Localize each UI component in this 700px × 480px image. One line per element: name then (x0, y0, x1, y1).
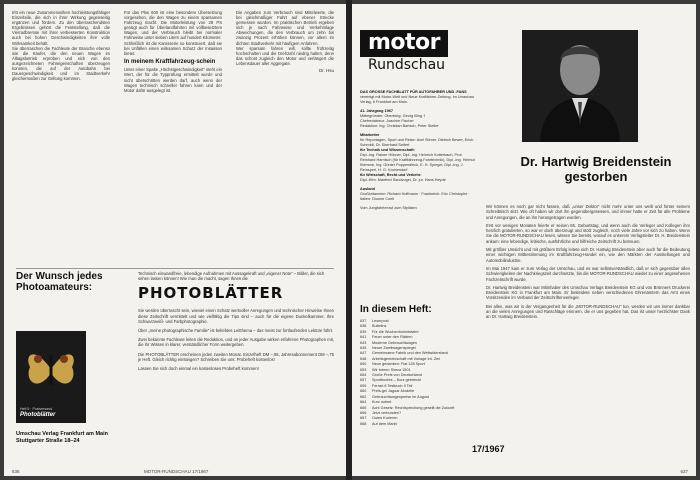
toc-page-number: 665 (360, 405, 367, 410)
imprint-line: Großbritannien: Richard Hoffmann · Frankreich: Eric Christophe · Italien: Dionne Conti (360, 192, 470, 201)
publisher-address: Umschau Verlag Frankfurt am Main Stuttgarter Straße 18–24 (16, 431, 108, 444)
cover-logo: Photoblätter (20, 412, 56, 418)
ad-paragraph: Die PHOTOBLÄTTER erscheinen jeden zweiten Monat. Einzelheft DM –,95, Jahresabonnement DM –,75 je Heft. Gleich richtig einsteigen? Schreiben Sie uns: Probeheft kostenlos! (138, 351, 334, 362)
butterfly-icon (24, 341, 78, 397)
imprint-line: vereinigt mit Motor-Welt und Neue Kraftfahrer-Zeitung. Im Umschau Verlag, 6 Frankfurt am Main. (360, 95, 474, 104)
toc-page-number: 667 (360, 416, 367, 421)
masthead-motor: motor (360, 30, 448, 57)
toc-title: Preis-gel Jaguar-Modelle (372, 389, 415, 394)
toc-title: Moderne Gebrauchtwagen (372, 340, 417, 345)
toc-page-number: 650 (360, 362, 367, 367)
table-of-contents (360, 304, 478, 427)
toc-page-number: 637 (360, 319, 367, 323)
column-paragraph: Unter einer Spalte „Höchstgeschwindigkeit“ steht ein Wert, der für die Typprüfung ermittelt wurde und nicht überschritten werden darf, auch wenn der Wagen technisch schneller fahren kann und der Motor dafür ausgelegt ist. (124, 67, 222, 93)
imprint-block (360, 90, 478, 211)
cover-issue-text: Heft 5 · Postversand (20, 407, 52, 411)
column-paragraph: tritt ein neue Zusammenwirken hochleistungsfähiger Einzelteile, die sich in ihrer Wirkung gegenseitig ergänzen und fördern. Zu den überraschendsten Ergebnissen gehört die Feststellung, daß die Vierradbremse mit ihrer verbesserten Konstruktion auch bei hohen Geschwindigkeiten ihre volle Wirksamkeit behält. (12, 10, 110, 46)
obituary-headline: Dr. Hartwig Breidenstein gestorben (520, 154, 672, 184)
page-number-right: 637 (680, 469, 688, 474)
magazine-cover-image (16, 331, 86, 423)
ad-paragraph: Lassen Sie sich doch einmal ein kostenloses Probeheft kommen! (138, 366, 259, 372)
obituary-paragraph: Erst vor wenigen Monaten feierte er seinen 65. Geburtstag, und wenn auch die Verleger und Kollegen ihm herzlich gratulierten, so war er doch überzeugt und stolz zugleich, noch viele Jahre vor sich zu haben. Wenn Sie die MOTOR-RUNDSCHAU lesen, wissen Sie bereits, worauf es unserem Verlagsleiter Dr. H. Breidenstein ankam: eine lebendige, kritische, ausführliche und hilfreiche Zeitschrift zu betreuen. (486, 222, 690, 244)
page-number-left: 636 (12, 469, 20, 474)
obituary-paragraph: Im Mai 1947 kam er zum Verlag der Umschau, und es war selbstverständlich, daß er sich gegenüber allen Schwierigkeiten der Nachkriegszeit durchsetzte, bis die MOTOR-RUNDSCHAU wieder zu einer angesehenen Fachzeitschrift wurde. (486, 265, 690, 282)
toc-page-number: 662 (360, 394, 367, 399)
toc-page-number: 660 (360, 389, 367, 394)
column-paragraph: Sie überraschen die Fachleute der Branche ebenso wie die Käufer, die den neuen Wagen im Alltagsbetrieb erproben und sich von den ausgezeichneten Fahreigenschaften überzeugen konnten, die auf der Autobahn bei Dauergeschwindigkeit und im Stadtverkehr gleichermaßen zur Geltung kommen. (12, 45, 110, 82)
toc-title: Gemeinsame Fabrik und den Weltwiderstand (372, 351, 448, 356)
obituary-paragraph: Bei allen, was wir in der Vergangenheit für die „MOTOR-RUNDSCHAU“ tun, werden wir uns immer dankbar an die vielen Anregungen und Ratschläge erinnern, die er uns gegeben hat. Das ist unser herzlichster Dank an Dr. Hartwig Breidenstein. (486, 303, 690, 320)
toc-page-number: 645 (360, 346, 367, 351)
toc-title: Gebrauchtwagenpreise im August (372, 394, 429, 399)
toc-page-number: 664 (360, 400, 367, 405)
toc-page-number: 668 (360, 421, 367, 426)
imprint-line: Dipl.-Ing. Rainer Hübner, Dipl.-Ing. Heinrich Kotterbach, Prof. Reinhard Harnisch (für Kraftfahrzeug-Fahrtechnik), Dipl.-Ing. Helmut Klemme, Ing. Günter Poppendieck, E. H. Spiegel, Dipl.-Ing. J. Reinsperl, H. G. Kochendorf (360, 153, 475, 172)
column-paragraph: Die Angaben zum Verbrauch sind Mittelwerte, die bei gleichmäßiger Fahrt auf ebener Strecke gemessen wurden. Im praktischen Betrieb ergeben sich je nach Fahrweise und Verkehrslage Abweichungen, die den Verbrauch um zehn bis zwanzig Prozent erhöhen können, vor allem im dichten Stadtverkehr mit häufigem Anfahren. (236, 10, 334, 46)
toc-page-number: 648 (360, 356, 367, 361)
toc-title: Neuer Zweitwagenspiegel (372, 346, 416, 351)
toc-page-number: 657 (360, 378, 367, 383)
photobaetter-advertisement (16, 268, 334, 467)
toc-title: Feuer unter den Rädern (372, 335, 413, 340)
column-paragraph: Schließlich ist die Karosserie so konstruiert, daß sie bei Unfällen einen wirksamen Schutz der Insassen bietet. (124, 40, 222, 56)
toc-title: Große Preis von Deutschland (372, 373, 422, 378)
imprint-line: Mitarbeiter (360, 133, 380, 137)
toc-page-number: 654 (360, 373, 367, 378)
toc-page-number: 666 (360, 410, 367, 415)
obituary-paragraph: Dr. Hartwig Breidenstein war Mitinhaber des Umschau Verlags Breidenstein KG und von Brönners Druckerei Breidenstein KG in Frankfurt am Main. Er bekleidete neben verschiedenen Ehrenämtern das Amt eines Vorsitzenden im Verband der Zeitschriftenverleger. (486, 284, 690, 301)
obituary-text (486, 204, 690, 323)
toc-title: Acht Gesetz: Rechtsprechung gesellt die Zukunft (372, 405, 455, 410)
toc-title: Wir fuhren Simca 1501 (372, 367, 411, 372)
toc-title: Ferrari-fi Testbuch II Teil (372, 383, 413, 388)
imprint-line: für Reportagen, Sport und Reise: Axel Stirner, Dietrich Bewer, Erich Schmidt, Dr. Eberhard Seifert (360, 138, 474, 147)
toc-title: Auf dem Markt (372, 421, 397, 426)
imprint-line: Redaktion: Ing. Christian Bartsch, Peter Stelbe (360, 124, 439, 128)
toc-title: Gutes Kurieren (372, 416, 398, 421)
toc-heading: In diesem Heft: (360, 304, 432, 315)
ad-paragraph: Zwei bekannte Fachleute leiten die Redaktion, und an jeder Ausgabe wirken erfahrene Photographen mit, die ihr Wissen in klarer, verständlicher Form weitergeben. (138, 337, 334, 348)
imprint-line: Chefredakteur: Joachim Fischer (360, 119, 414, 123)
toc-page-number: 643 (360, 340, 367, 345)
toc-page-number: 647 (360, 351, 367, 356)
ad-right-block (138, 271, 334, 375)
masthead-rundschau: Rundschau (368, 57, 446, 73)
text-column-1 (12, 10, 110, 81)
toc-title: Jetzt verbunden? (372, 410, 402, 415)
right-page (352, 4, 696, 476)
ad-paragraph: Über „meine photographische Familie“ ist beliebtes Leitthema – das meist zur fortlaufenden Lektüre führt. (138, 328, 334, 334)
toc-title: Sportbootes – Kurz gestreckt (372, 378, 421, 383)
ad-headline: Der Wunsch jedes Photoamateurs: (16, 271, 103, 293)
toc-page-number: 653 (360, 367, 367, 372)
imprint-line: für Technik und Wissenschaft: (360, 148, 415, 152)
imprint-line: Ausland (360, 187, 375, 191)
toc-page-number: 659 (360, 383, 367, 388)
ad-paragraph: Sie werden überrascht sein, wieviel einen Schatz wertvoller Anregungen und technischer Hinweise Ihnen diese Zeitschrift vermittelt und wie vielfältig die Tips sind – auch für die eigene Dunkelkammer, Ihre Schwarzweiß- und Farbphotographie. (138, 308, 334, 324)
imprint-line: DAS GROSSE FACHBLATT FÜR AUTOFAHRER UND -FANS (360, 90, 467, 94)
imprint-line: Vom Jungfahrtenruf zum Stylisten (360, 206, 417, 210)
ad-blurb: Technisch einwandfreie, lebendige Aufnahmen mit Aussagekraft und „eigener Note“ – Bilder, die sich sehen lassen können! Wie man die macht, sagen Ihnen die (138, 271, 325, 282)
toc-entry (360, 422, 478, 427)
obituary-paragraph: Wir können es noch gar nicht fassen, daß „unser Doktor“ nicht mehr unter uns weilt und hinter seinem Schreibtisch sitzt. Wie oft haben wir dort ihn gegenübergesessen, und immer hatte er Zeit für alle Probleme und Anregungen, die an ihn herangetragen wurden. (486, 204, 690, 220)
issue-number: 17/1967 (472, 444, 505, 454)
ad-left-block (16, 271, 128, 467)
imprint-line: 41. Jahrgang 1967 (360, 109, 393, 113)
toc-title: Für die Wochenhoheitsfahrt (372, 329, 419, 334)
text-column-2 (124, 10, 222, 93)
toc-page-number: 641 (360, 335, 367, 340)
imprint-line: Dipl.-Kfm. Manfred Sandvogel, Dr. jur. Hans Heyde (360, 178, 446, 182)
masthead (360, 30, 480, 86)
toc-title: Leserpost (372, 319, 389, 323)
text-column-3 (236, 10, 334, 73)
toc-list (360, 319, 478, 427)
author-signature: Dr. Hsu (318, 68, 334, 74)
column-subhead: In meinem Kraftfahrzeug-schein (124, 58, 216, 65)
toc-title: Kurz notiert (372, 400, 392, 405)
ad-title: PHOTOBLÄTTER (138, 284, 284, 303)
portrait-photo (522, 30, 638, 142)
column-paragraph: Wer sparsam fahren will, sollte frühzeitig hochschalten und die Drehzahl niedrig halten, denn das schont zugleich den Motor und verlängert die Lebensdauer aller Aggregate. (236, 45, 334, 66)
toc-title: Neue gedanken: Fiat 128 Sport (372, 362, 425, 367)
running-footer: MOTOR-RUNDSCHAU 17/1967 (144, 469, 209, 474)
left-page (4, 4, 346, 476)
imprint-line: für Wirtschaft, Recht und Verkehr: (360, 173, 422, 177)
portrait-figure-icon (522, 30, 638, 142)
obituary-paragraph: Mit größter Umsicht und mit größtem Erfolg leitete sich Dr. Hartwig Breidenstein aber auch für die Bedeutung einer wichtigen Mitbestimmung im Kraftfahrzeug-Handel ein, wie den Märkten der Ausstellungen und Automobilindustrie. (486, 247, 690, 263)
toc-page-number: 638 (360, 324, 367, 329)
toc-title: Bulletins (372, 324, 387, 329)
toc-page-number: 639 (360, 329, 367, 334)
column-paragraph: Für das Pkw 600 ist eine besondere Übersetzung vorgesehen, die den Wagen zu einem sparsamen Fahrzeug macht. Die Motorleistung von 28 PS genügt auch für Überlandfahrten mit vollbesetztem Wagen, und der Verbrauch bleibt bei normaler Fahrweise unter sieben Litern auf hundert Kilometer. (124, 10, 222, 41)
imprint-line: Mitbegründer: Oberbürg. Georg Illing † (360, 114, 426, 118)
toc-title: Arbeitsgemeinschaft mit Vorlage Int. Ziel (372, 356, 440, 361)
